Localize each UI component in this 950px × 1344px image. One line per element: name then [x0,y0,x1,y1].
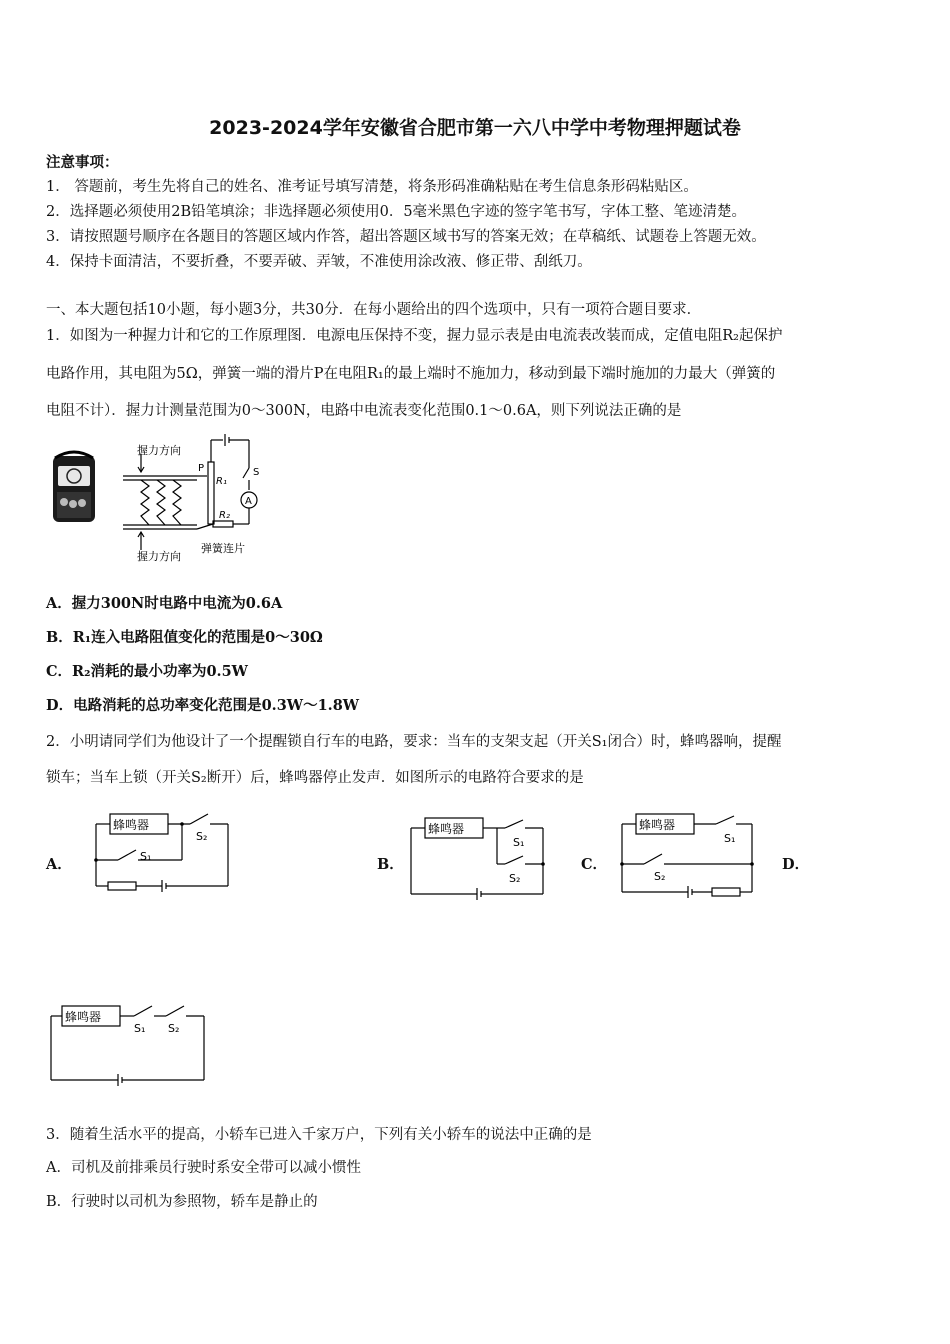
notes-heading: 注意事项： [46,154,119,171]
q3-stem: 3．随着生活水平的提高，小轿车已进入千家万户，下列有关小轿车的说法中正确的是 [46,1127,592,1143]
q2-label-d: D． [782,856,810,873]
q1-figure [45,432,275,564]
s1-label: S₁ [140,850,152,863]
s1-label: S₁ [513,836,525,849]
q2-label-a: A． [46,856,72,873]
q1-stem-line: 电阻不计）．握力计测量范围为0～300N，电路中电流表变化范围0.1～0.6A，则下列说法正确的是 [46,403,682,419]
q1-option-a: A．握力300N时电路中电流为0.6A [46,595,283,612]
s2-label: S₂ [509,872,521,885]
ammeter-label: A [245,496,252,507]
exam-title: 2023-2024学年安徽省合肥市第一六八中学中考物理押题试卷 [209,117,741,139]
slider-p-label: P [198,463,205,474]
grip-direction-label-top: 握力方向 [137,444,181,457]
note-item: 4．保持卡面清洁，不要折叠，不要弄破、弄皱，不准使用涂改液、修正带、刮纸刀。 [46,254,592,270]
grip-direction-label-bottom: 握力方向 [137,550,181,563]
grip-device-photo [53,452,95,522]
q1-option-c: C．R₂消耗的最小功率为0.5W [46,663,248,680]
buzzer-label: 蜂鸣器 [113,818,150,832]
circuit-d [46,1000,211,1088]
q3-option-b: B．行驶时以司机为参照物，轿车是静止的 [46,1194,318,1210]
q2-stem-line: 2．小明请同学们为他设计了一个提醒锁自行车的电路，要求：当车的支架支起（开关S₁闭合）时，蜂鸣器响，提醒 [46,734,782,750]
circuit-a [90,808,235,894]
buzzer-label: 蜂鸣器 [639,818,676,832]
s2-label: S₂ [196,830,208,843]
s1-label: S₁ [724,832,736,845]
buzzer-label: 蜂鸣器 [428,822,465,836]
r2-label: R₂ [219,510,230,521]
q2-stem-line: 锁车；当车上锁（开关S₂断开）后，蜂鸣器停止发声．如图所示的电路符合要求的是 [46,770,584,786]
s2-label: S₂ [168,1022,180,1035]
note-item: 3．请按照题号顺序在各题目的答题区域内作答，超出答题区域书写的答案无效；在草稿纸、试题卷上答题无效。 [46,229,766,245]
note-item: 1． 答题前，考生先将自己的姓名、准考证号填写清楚，将条形码准确粘贴在考生信息条形码粘贴区。 [46,179,698,195]
q2-label-c: C． [581,856,608,873]
circuit-c [616,808,761,900]
spring-plate-label: 弹簧连片 [201,542,245,555]
note-item: 2．选择题必须使用2B铅笔填涂；非选择题必须使用0．5毫米黑色字迹的签字笔书写，字体工整、笔迹清楚。 [46,204,747,220]
q1-option-d: D．电路消耗的总功率变化范围是0.3W～1.8W [46,697,360,714]
q1-stem-line: 1．如图为一种握力计和它的工作原理图．电源电压保持不变，握力显示表是由电流表改装而成，定值电阻R₂起保护 [46,328,783,344]
q1-stem-line: 电路作用，其电阻为5Ω，弹簧一端的滑片P在电阻R₁的最上端时不施加力，移动到最下端时施加的力最大（弹簧的 [46,366,776,382]
section-heading: 一、本大题包括10小题，每小题3分，共30分．在每小题给出的四个选项中，只有一项符合题目要求． [46,302,702,318]
circuit-b [405,812,550,902]
q3-option-a: A．司机及前排乘员行驶时系安全带可以减小惯性 [46,1160,361,1176]
buzzer-label: 蜂鸣器 [65,1010,102,1024]
s1-label: S₁ [134,1022,146,1035]
q2-label-b: B． [377,856,404,873]
r1-label: R₁ [216,476,227,487]
q1-option-b: B．R₁连入电路阻值变化的范围是0～30Ω [46,629,323,646]
s2-label: S₂ [654,870,666,883]
switch-s-label: S [253,467,260,478]
